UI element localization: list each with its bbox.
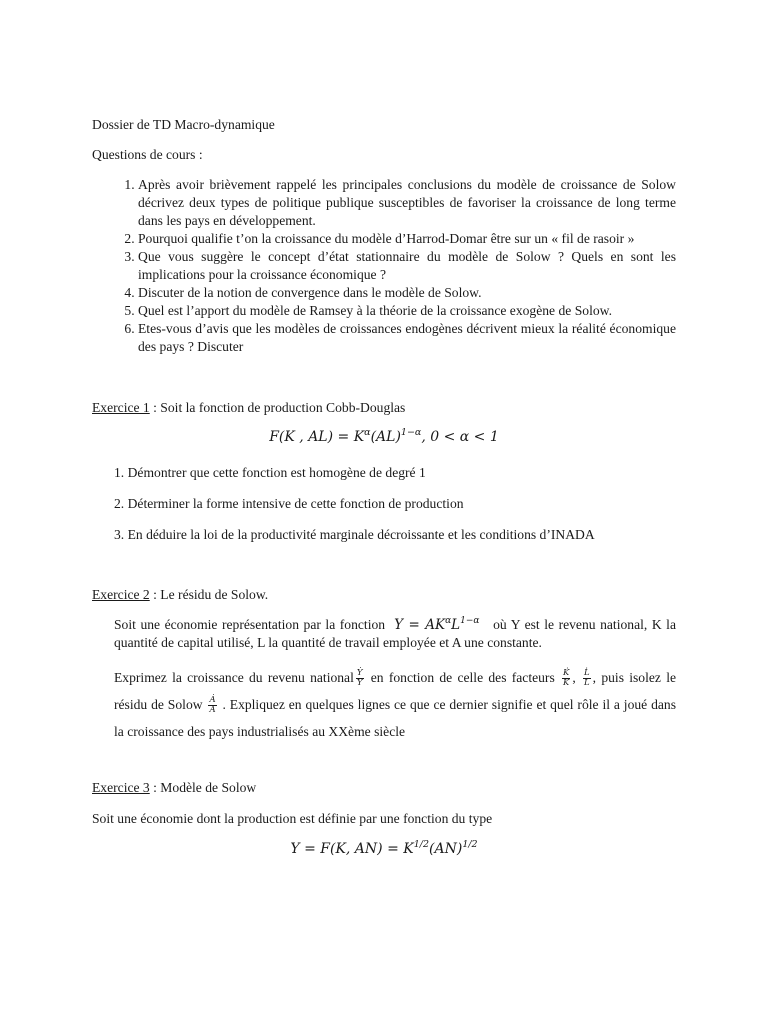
exercise-1-item: 3. En déduire la loi de la productivité marginale décroissante et les conditions d’INADA (114, 527, 595, 542)
growth-fraction-y: $\frac{\text{Ẏ}}{Y}$ (356, 668, 363, 689)
exercise-2-heading (92, 586, 268, 604)
solow-production-formula: Y = F(K, $AN) = K^{1/2}(AN)^{1/2}$ (290, 839, 478, 857)
exercise-2-paragraph-2: Exprimez la croissance du revenu national $\frac{\text{Ẏ}}{Y}$ en fonction de celle des facteurs $\frac{K̇}{K}$ , $\frac{L̇}{L}$ , puis isolez le résidu de Solow $\frac{Ȧ}{A}$ . Expliquez en quelques lignes ce que ce dernier signifie et quel rôle il a joué dans la croissance des pays industrialisés au XXème siècle (114, 668, 677, 739)
exercise-1-heading (92, 399, 405, 417)
questions-heading: Questions de cours : (92, 147, 203, 162)
exercise-1-item: 2. Déterminer la forme intensive de cette fonction de production (114, 496, 464, 511)
exercise-2-text: : Le résidu de Solow. (149, 587, 269, 602)
question-item: 5. Quel est l’apport du modèle de Ramsey à la théorie de la croissance exogène de Solow. (138, 302, 676, 320)
exercise-1-label: Exercice 1 (92, 400, 150, 415)
exercise-1-text: : Soit la fonction de production Cobb-Douglas (149, 400, 406, 415)
question-item: 6. Etes-vous d’avis que les modèles de croissances endogènes décrivent mieux la réalité économique des pays ? Discuter (138, 320, 676, 356)
exercise-3-label: Exercice 3 (92, 780, 150, 795)
exercise-3-text: : Modèle de Solow (149, 780, 257, 795)
questions-list (92, 176, 676, 356)
exercise-2-label: Exercice 2 (92, 587, 150, 602)
question-item: 1. Après avoir brièvement rappelé les principales conclusions du modèle de croissance de Solow décrivez deux types de politique publique susceptibles de favoriser la croissance de long terme dans les pays en développement. (138, 176, 676, 230)
exercise-1-item: 1. Démontrer que cette fonction est homogène de degré 1 (114, 465, 426, 480)
growth-fraction-k: $\frac{K̇}{K}$ (563, 668, 570, 689)
question-item: 3. Que vous suggère le concept d’état stationnaire du modèle de Solow ? Quels en sont les implications pour la croissance économique ? (138, 248, 676, 284)
growth-fraction-a: $\frac{Ȧ}{A}$ (209, 695, 216, 716)
question-item: 4. Discuter de la notion de convergence dans le modèle de Solow. (138, 284, 676, 302)
growth-fraction-l: $\frac{L̇}{L}$ (584, 668, 590, 689)
exercise-3-paragraph: Soit une économie dont la production est définie par une fonction du type (92, 811, 493, 826)
exercise-2-paragraph-1: Soit une économie représentation par la fonction $Y = AK^\alpha L^{1-\alpha}$ où Y est le revenu national, K la quantité de capital utilisé, L la quantité de travail employée et A une constante. (114, 616, 676, 650)
question-item: 2. Pourquoi qualifie t’on la croissance du modèle d’Harrod-Domar être sur un « fil de rasoir » (138, 230, 676, 248)
document-title: Dossier de TD Macro-dynamique (92, 117, 275, 132)
cobb-douglas-formula: F(K , $AL) = K^\alpha(AL)^{1-\alpha}$, 0 < α < 1 (269, 427, 499, 445)
exercise-3-heading (92, 779, 256, 797)
